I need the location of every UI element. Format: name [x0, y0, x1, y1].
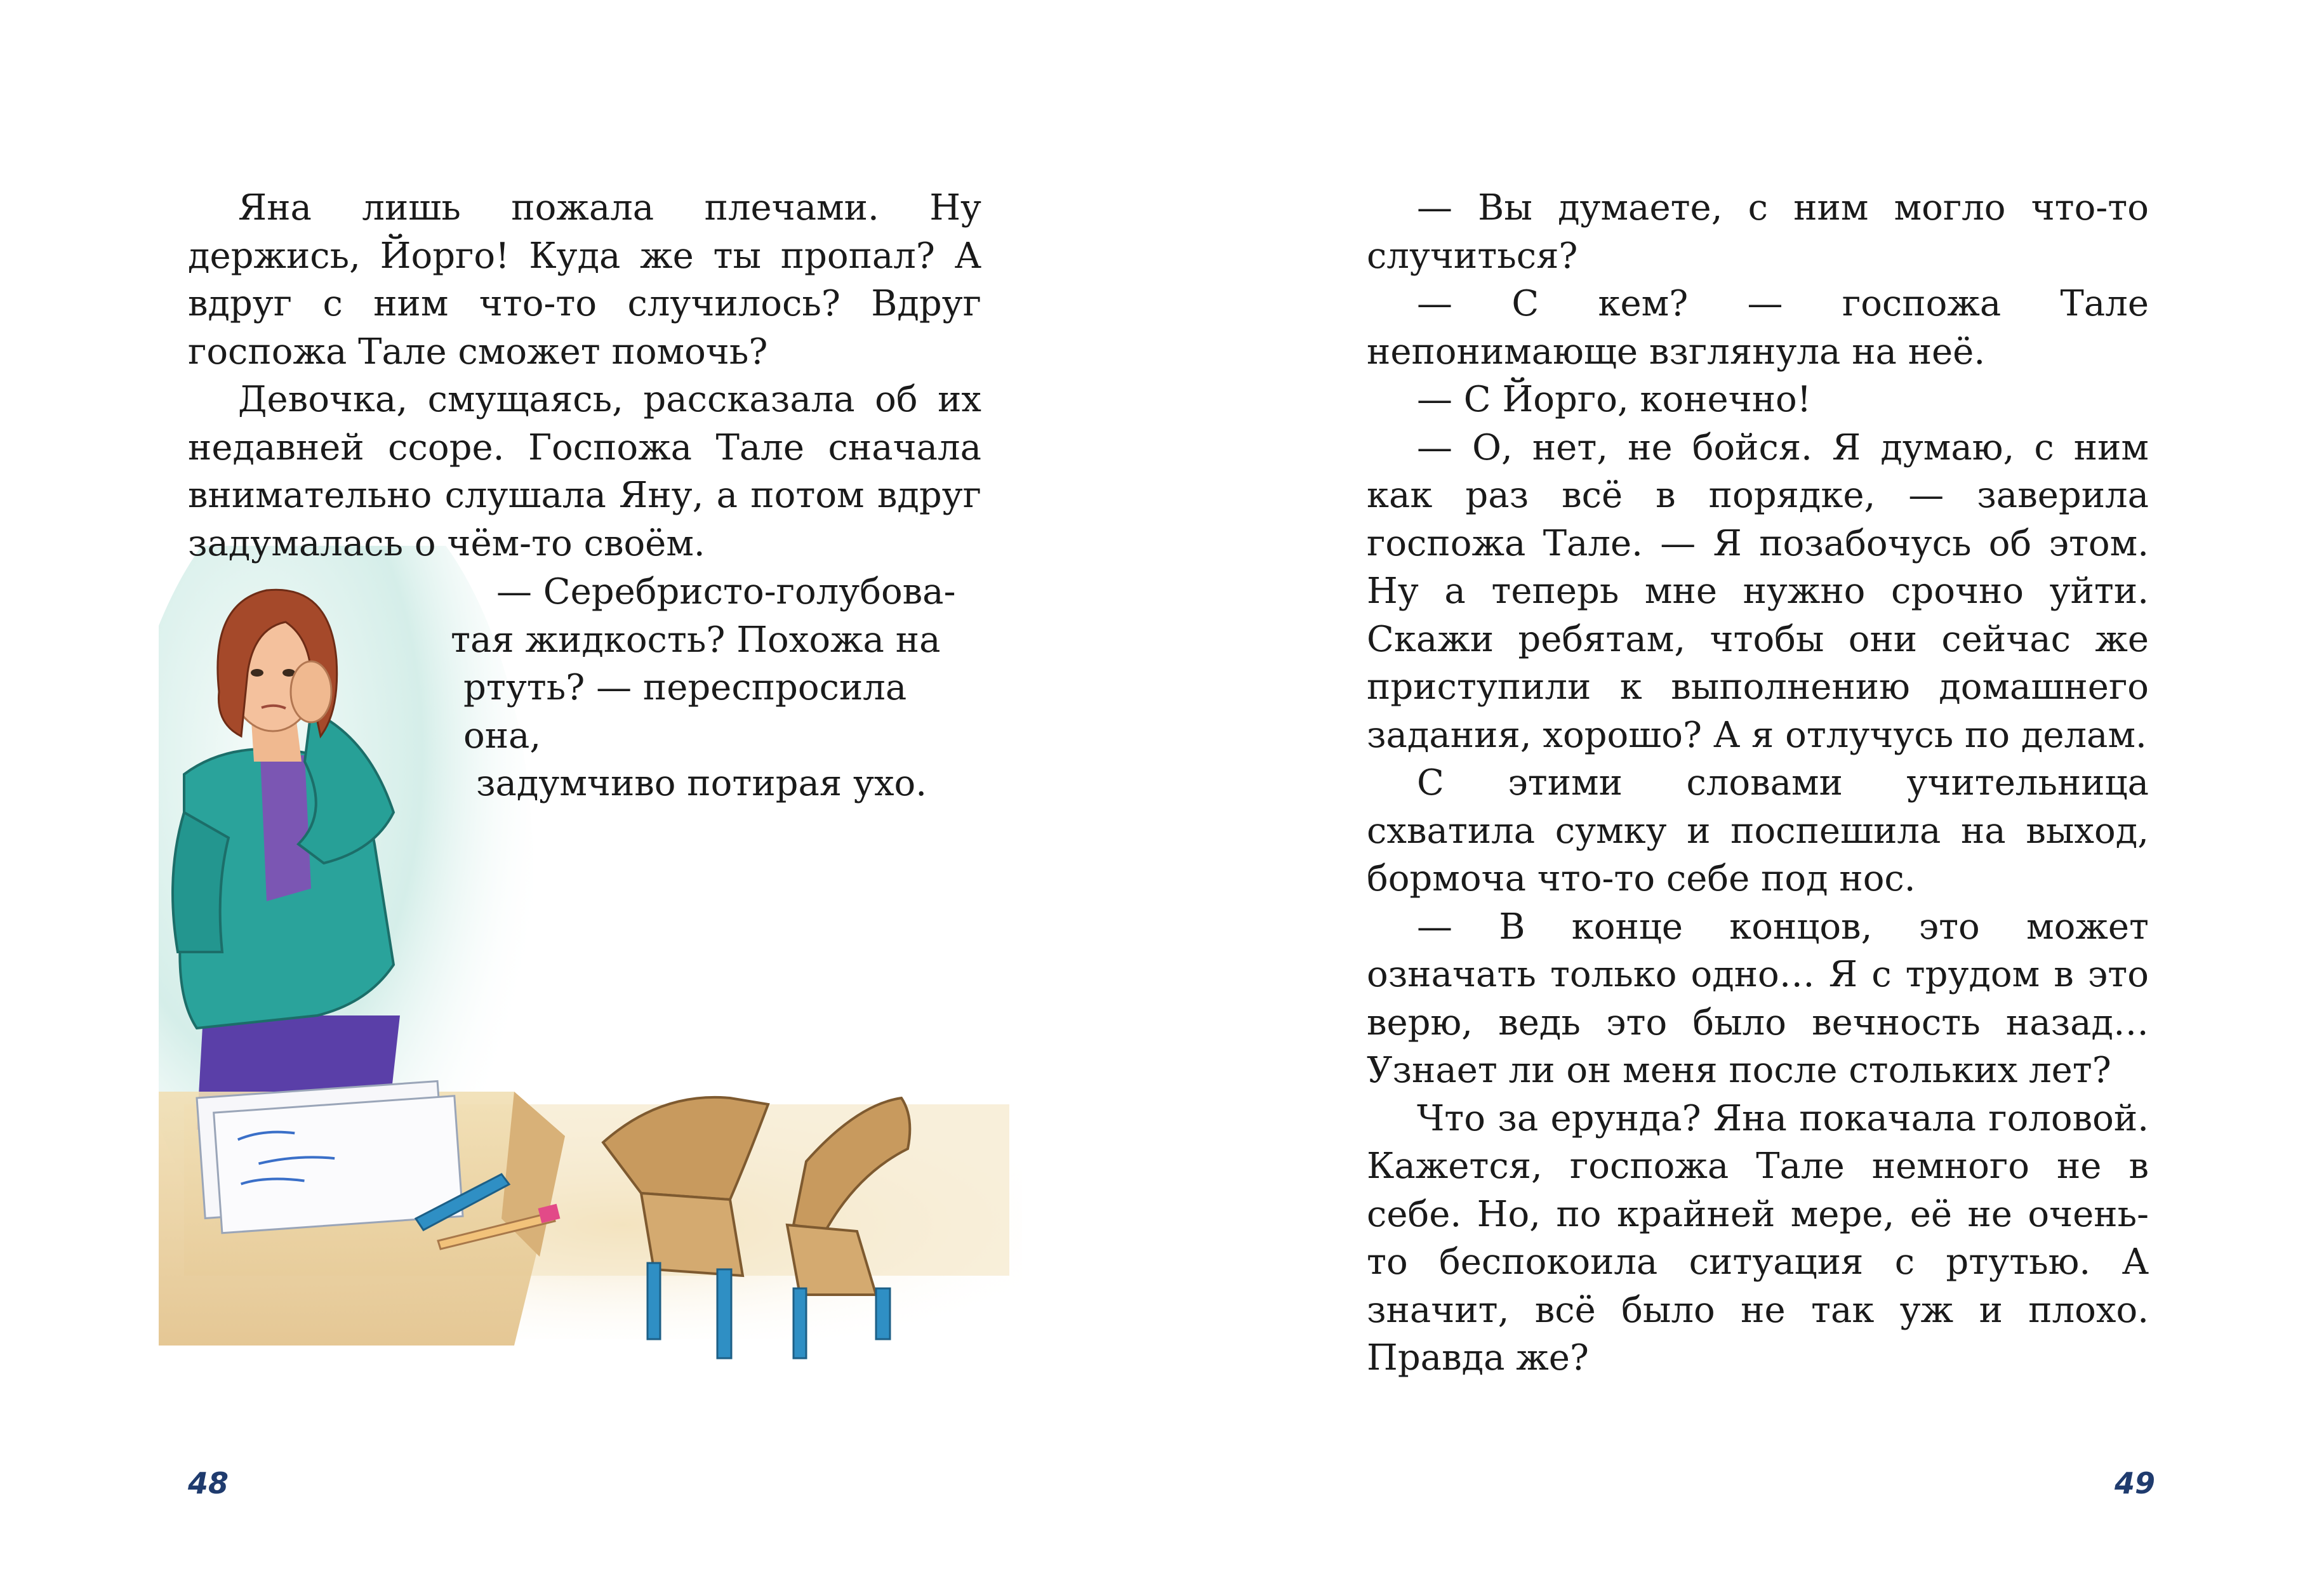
left-page-wrapped-text [413, 568, 981, 808]
left-page-text [188, 184, 981, 567]
paragraph: — О, нет, не бойся. Я думаю, с ним как раз всё в порядке, — заверила госпожа Тале. — Я позабочусь об этом. Ну а теперь мне нужно срочно уйти. Скажи ребятам, чтобы они сейчас же приступили к выполнению домашнего задания, хорошо? А я отлучусь по делам. [1367, 427, 2149, 756]
paragraph: — С Йорго, конечно! [1417, 379, 1812, 420]
wrapped-line: — Серебристо-голубова- [496, 571, 956, 612]
right-page-text [1367, 184, 2149, 1382]
paragraph: — Вы думаете, с ним могло что-то случиться? [1367, 187, 2149, 277]
page-number: 48 [188, 1466, 229, 1500]
paragraph: С этими словами учительница схватила сумку и поспешила на выход, бормоча что-то себе под нос. [1367, 762, 2149, 899]
page-number: 49 [2115, 1466, 2156, 1500]
paragraph: — В конце концов, это может означать только одно… Я с трудом в это верю, ведь это было вечность назад… Узнает ли он меня после стольких лет? [1367, 906, 2149, 1091]
paragraph: Девочка, смущаясь, рассказала об их недавней ссоре. Госпожа Тале сначала внимательно слушала Яну, а потом вдруг задумалась о чём-то своём. [188, 379, 981, 564]
right-page [1162, 0, 2324, 1574]
paragraph: — С кем? — госпожа Тале непонимающе взглянула на неё. [1367, 283, 2149, 373]
wrapped-line: задумчиво потирая ухо. [476, 763, 927, 804]
wrapped-line: ртуть? — переспросила она, [463, 667, 907, 757]
wrapped-line: тая жидкость? Похожа на [451, 619, 941, 661]
paragraph: Что за ерунда? Яна покачала головой. Кажется, госпожа Тале немного не в себе. Но, по крайней мере, её не очень-то беспокоила ситуация с ртутью. А значит, всё было не так уж и плохо. Правда же? [1367, 1097, 2149, 1379]
paragraph: Яна лишь пожала плечами. Ну держись, Йорго! Куда же ты пропал? А вдруг с ним что-то случилось? Вдруг госпожа Тале сможет помочь? [188, 187, 981, 373]
